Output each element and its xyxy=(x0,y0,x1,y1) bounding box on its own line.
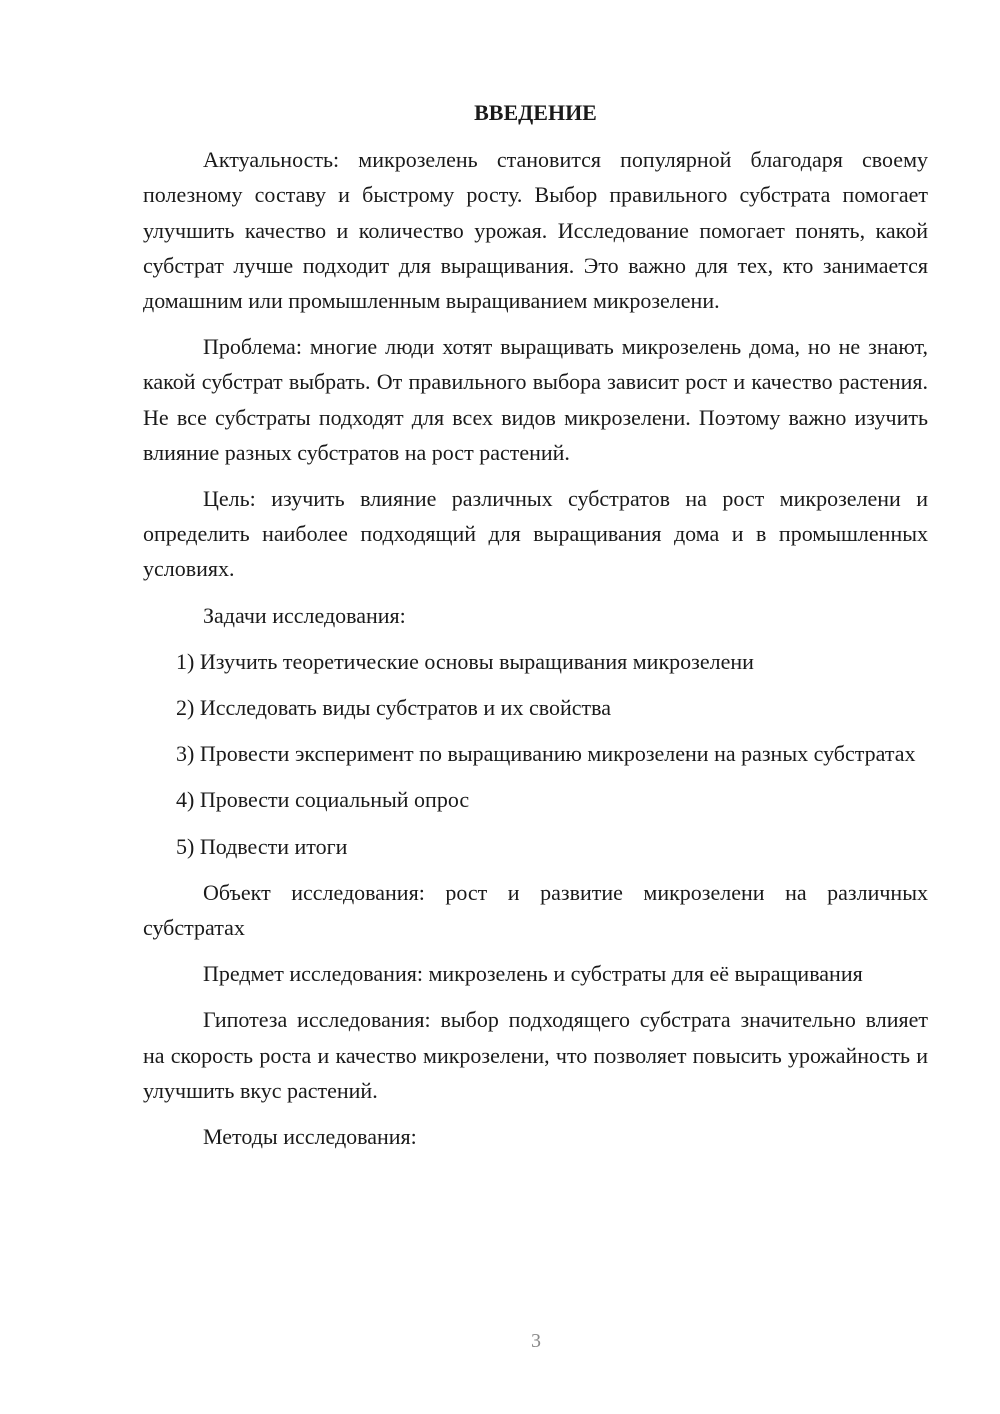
paragraph-goal: Цель: изучить влияние различных субстратов на рост микрозелени и определить наиболее подходящий для выращивания дома и в промышленных условиях. xyxy=(143,486,928,582)
paragraph-problem: Проблема: многие люди хотят выращивать микрозелень дома, но не знают, какой субстрат выбрать. От правильного выбора зависит рост и качество растения. Не все субстраты подходят для всех видов микрозелени. Поэтому важно изучить влияние разных субстратов на рост растений. xyxy=(143,334,928,465)
document-body xyxy=(143,95,928,1165)
paragraph-subject: Предмет исследования: микрозелень и субстраты для её выращивания xyxy=(203,961,863,987)
methods-heading: Методы исследования: xyxy=(203,1124,417,1150)
section-title: ВВЕДЕНИЕ xyxy=(474,100,597,125)
page-number: 3 xyxy=(531,1330,541,1352)
task-item-1: 1) Изучить теоретические основы выращивания микрозелени xyxy=(176,648,754,674)
paragraph-object: Объект исследования: рост и развитие микрозелени на различных субстратах xyxy=(143,879,928,941)
task-item-3: 3) Провести эксперимент по выращиванию микрозелени на разных субстратах xyxy=(176,741,916,767)
task-item-4: 4) Провести социальный опрос xyxy=(176,787,470,813)
paragraph-relevance: Актуальность: микрозелень становится популярной благодаря своему полезному составу и быстрому росту. Выбор правильного субстрата помогает улучшить качество и количество урожая. Исследование помогает понять, какой субстрат лучше подходит для выращивания. Это важно для тех, кто занимается домашним или промышленным выращиванием микрозелени. xyxy=(143,147,928,314)
task-item-2: 2) Исследовать виды субстратов и их свойства xyxy=(176,695,611,721)
task-item-5: 5) Подвести итоги xyxy=(176,833,348,859)
tasks-heading: Задачи исследования: xyxy=(203,602,406,628)
paragraph-hypothesis: Гипотеза исследования: выбор подходящего субстрата значительно влияет на скорость роста и качество микрозелени, что позволяет повысить урожайность и улучшить вкус растений. xyxy=(143,1007,928,1103)
